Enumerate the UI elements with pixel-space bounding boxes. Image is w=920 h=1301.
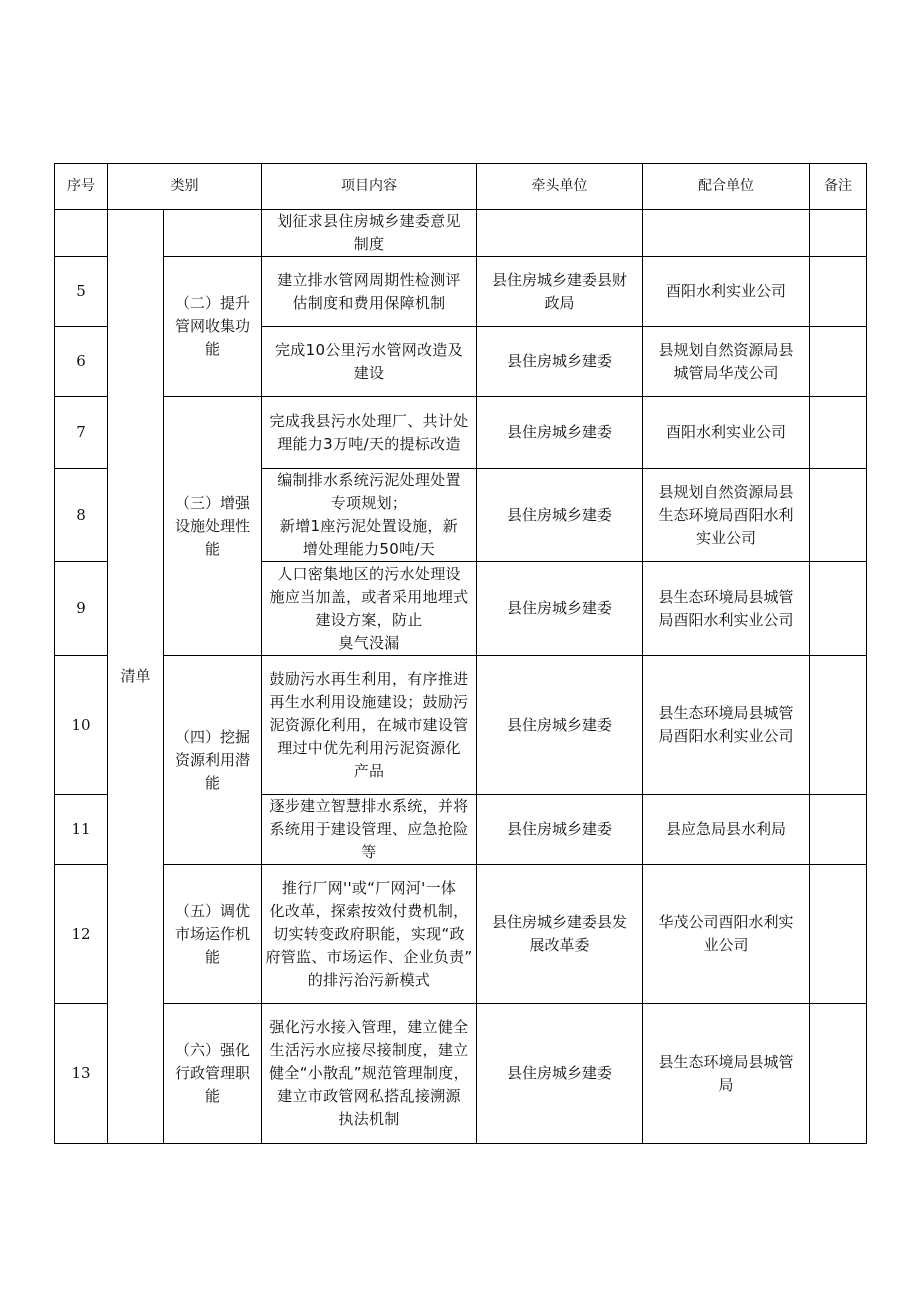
content-line: 推行厂网''或“厂网河'一体 [281, 878, 457, 897]
header-remark: 备注 [810, 164, 867, 210]
sub-category-line: （六）强化 [174, 1041, 250, 1059]
content-line: 增处理能力50吨/天 [302, 540, 436, 558]
lead-cell [477, 257, 643, 327]
content-cell [262, 1004, 477, 1144]
header-content: 项目内容 [262, 164, 477, 210]
sub-category-line: 能 [204, 773, 220, 792]
content-line: 化改革，探索按效付费机制， [269, 901, 469, 920]
content-line: 制度 [353, 235, 385, 253]
content-cell [262, 865, 477, 1004]
cooperate-cell [643, 327, 810, 397]
content-line: 施应当加盖，或者采用地埋式 [269, 587, 469, 606]
seq-cell: 13 [55, 1004, 108, 1144]
cooperate-cell [643, 257, 810, 327]
content-line: 鼓励污水再生利用，有序推进 [269, 669, 469, 688]
lead-cell [477, 210, 643, 257]
table-row [55, 210, 867, 257]
cooperate-cell [643, 210, 810, 257]
content-cell [262, 469, 477, 562]
cooperate-line: 局酉阳水利实业公司 [658, 727, 794, 745]
content-line: 府管监、市场运作、企业负责” [265, 947, 473, 966]
sub-category-line: 市场运作机 [174, 924, 250, 943]
sub-category-cell [164, 397, 262, 656]
cooperate-line: 县生态环境局县城管 [658, 587, 794, 606]
content-line: 建立排水管网周期性检测评 [277, 270, 461, 289]
sub-category-line: （三）增强 [174, 493, 250, 512]
content-line: 建设方案，防止 [315, 610, 423, 629]
header-category: 类别 [108, 164, 262, 210]
lead-cell [477, 1004, 643, 1144]
content-line: 再生水利用设施建设；鼓励污 [269, 692, 469, 711]
cooperate-cell [643, 656, 810, 795]
lead-line: 县住房城乡建委县财 [491, 270, 627, 289]
seq-cell: 12 [55, 865, 108, 1004]
table-row [55, 656, 867, 795]
content-line: 划征求县住房城乡建委意见 [277, 212, 461, 230]
table-row [55, 397, 867, 469]
sub-category-cell [164, 210, 262, 257]
content-line: 系统用于建设管理、应急抢险 [269, 820, 469, 838]
content-line: 专项规划； [330, 494, 408, 512]
content-cell [262, 327, 477, 397]
remark-cell [810, 1004, 867, 1144]
content-line: 切实转变政府职能，实现“政 [273, 924, 465, 943]
cooperate-line: 城管局华茂公司 [673, 363, 779, 382]
cooperate-cell [643, 469, 810, 562]
lead-line: 县住房城乡建委 [506, 715, 612, 734]
lead-line: 县住房城乡建委 [506, 599, 612, 617]
remark-cell [810, 656, 867, 795]
content-line: 逐步建立智慧排水系统，并将 [269, 797, 469, 815]
cooperate-cell [643, 1004, 810, 1144]
lead-cell [477, 469, 643, 562]
sub-category-line: 资源利用潜 [174, 750, 250, 769]
task-table [54, 163, 867, 1144]
content-cell [262, 210, 477, 257]
content-line: 的排污治污新模式 [307, 970, 431, 989]
sub-category-line: （五）调优 [174, 901, 250, 920]
content-line: 编制排水系统污泥处理处置 [277, 471, 461, 489]
lead-cell [477, 656, 643, 795]
content-line: 建立市政管网私搭乱接溯源 [277, 1087, 461, 1105]
lead-cell [477, 562, 643, 656]
cooperate-cell [643, 865, 810, 1004]
content-line: 生活污水应接尽接制度，建立 [269, 1041, 469, 1059]
lead-line: 县住房城乡建委县发 [491, 913, 627, 931]
cooperate-line: 县生态环境局县城管 [658, 704, 794, 722]
seq-cell: 10 [55, 656, 108, 795]
sub-category-line: 能 [204, 947, 220, 966]
content-line: 执法机制 [338, 1110, 400, 1128]
seq-cell: 5 [55, 257, 108, 327]
cooperate-line: 县规划自然资源局县 [658, 340, 794, 359]
content-line: 理过中优先利用污泥资源化 [277, 738, 461, 757]
sub-category-cell [164, 656, 262, 865]
sub-category-line: 设施处理性 [174, 516, 250, 535]
lead-line: 县住房城乡建委 [506, 820, 612, 838]
content-line: 完成10公里污水管网改造及 [275, 340, 463, 359]
cooperate-line: 酉阳水利实业公司 [665, 423, 786, 441]
remark-cell [810, 397, 867, 469]
lead-line: 政局 [544, 293, 575, 312]
content-line: 人口密集地区的污水处理设 [277, 564, 461, 583]
sub-category-line: 能 [204, 1087, 220, 1105]
content-line: 健全“小散乱”规范管理制度， [269, 1064, 469, 1082]
content-cell [262, 257, 477, 327]
cooperate-line: 局酉阳水利实业公司 [658, 610, 794, 629]
remark-cell [810, 327, 867, 397]
content-line: 产品 [353, 761, 385, 780]
cooperate-line: 业公司 [703, 936, 749, 954]
content-line: 等 [361, 843, 377, 861]
seq-cell: 8 [55, 469, 108, 562]
lead-line: 县住房城乡建委 [506, 505, 612, 524]
content-cell [262, 795, 477, 865]
seq-cell: 9 [55, 562, 108, 656]
cooperate-cell [643, 397, 810, 469]
remark-cell [810, 795, 867, 865]
main-category-cell [108, 210, 164, 1144]
header-cooperate: 配合单位 [643, 164, 810, 210]
content-line: 建设 [353, 363, 385, 382]
sub-category-line: （二）提升 [174, 294, 250, 312]
cooperate-line: 局 [718, 1075, 734, 1094]
cooperate-line: 酉阳水利实业公司 [665, 282, 786, 300]
sub-category-line: 能 [204, 340, 220, 358]
remark-cell [810, 210, 867, 257]
content-line: 新增1座污泥处置设施，新 [279, 517, 459, 535]
lead-line: 县住房城乡建委 [506, 423, 612, 441]
sub-category-cell [164, 257, 262, 397]
lead-line: 县住房城乡建委 [506, 352, 612, 370]
header-lead: 牵头单位 [477, 164, 643, 210]
remark-cell [810, 865, 867, 1004]
content-line: 完成我县污水处理厂、共计处 [269, 411, 469, 430]
lead-line: 县住房城乡建委 [506, 1064, 612, 1082]
lead-cell [477, 327, 643, 397]
lead-cell [477, 795, 643, 865]
sub-category-line: （四）挖掘 [174, 727, 250, 746]
content-line: 强化污水接入管理，建立健全 [269, 1018, 469, 1036]
table-row [55, 257, 867, 327]
cooperate-line: 华茂公司酉阳水利实 [658, 913, 794, 931]
sub-category-line: 能 [204, 539, 220, 558]
seq-cell: 7 [55, 397, 108, 469]
seq-cell [55, 210, 108, 257]
content-cell [262, 656, 477, 795]
content-line: 臭气没漏 [338, 633, 400, 652]
cooperate-line: 实业公司 [695, 528, 756, 547]
header-seq: 序号 [55, 164, 108, 210]
content-line: 理能力3万吨/天的提标改造 [277, 434, 461, 453]
main-category-label: 清单 [120, 667, 151, 685]
content-cell [262, 562, 477, 656]
header-row [55, 164, 867, 210]
sub-category-cell [164, 1004, 262, 1144]
sub-category-line: 行政管理职 [174, 1064, 250, 1082]
lead-cell [477, 865, 643, 1004]
content-cell [262, 397, 477, 469]
table-row [55, 1004, 867, 1144]
table-row [55, 865, 867, 1004]
sub-category-cell [164, 865, 262, 1004]
content-line: 泥资源化利用，在城市建设管 [269, 715, 469, 734]
lead-cell [477, 397, 643, 469]
lead-line: 展改革委 [529, 936, 590, 954]
remark-cell [810, 469, 867, 562]
remark-cell [810, 257, 867, 327]
cooperate-cell [643, 795, 810, 865]
cooperate-line: 县应急局县水利局 [665, 820, 786, 838]
cooperate-line: 县生态环境局县城管 [658, 1052, 794, 1071]
cooperate-cell [643, 562, 810, 656]
seq-cell: 11 [55, 795, 108, 865]
remark-cell [810, 562, 867, 656]
seq-cell: 6 [55, 327, 108, 397]
sub-category-line: 管网收集功 [174, 317, 250, 335]
content-line: 估制度和费用保障机制 [292, 293, 446, 312]
cooperate-line: 县规划自然资源局县 [658, 482, 794, 501]
cooperate-line: 生态环境局酉阳水利 [658, 505, 794, 524]
